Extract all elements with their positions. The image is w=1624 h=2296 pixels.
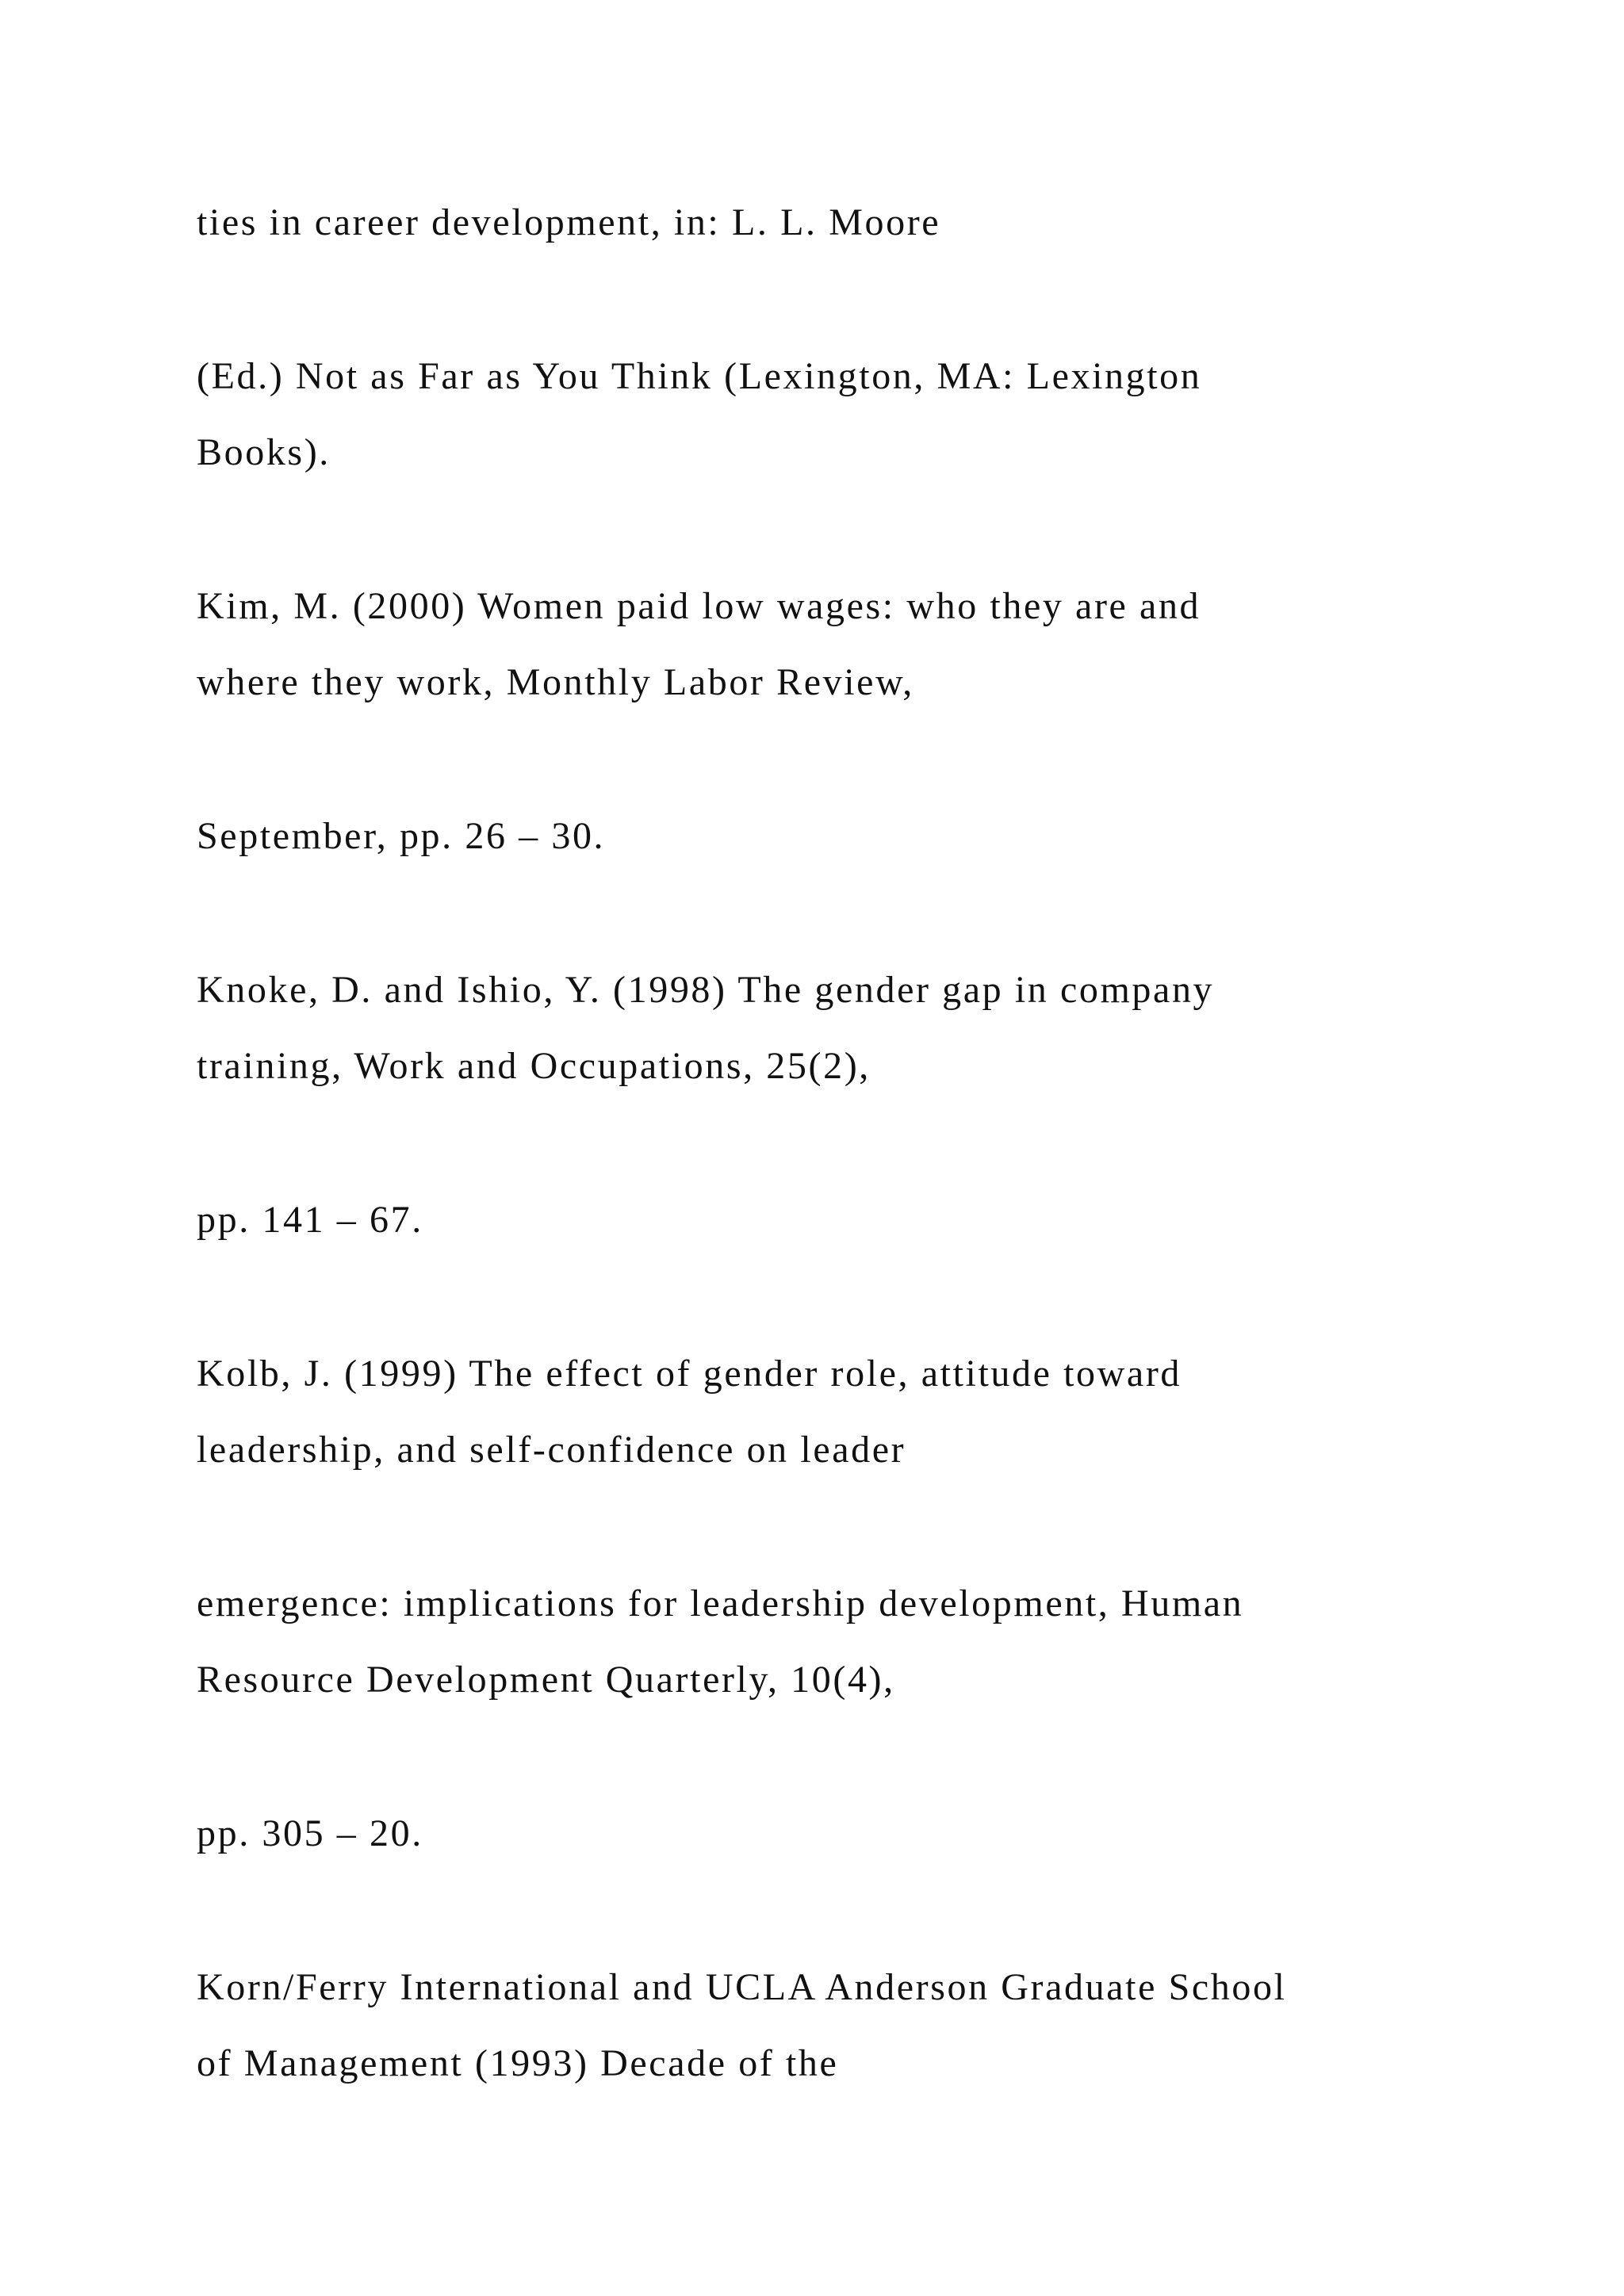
- reference-line: training, Work and Occupations, 25(2),: [197, 1045, 871, 1087]
- reference-line: pp. 305 – 20.: [197, 1812, 423, 1854]
- reference-line: pp. 141 – 67.: [197, 1199, 423, 1241]
- reference-line: of Management (1993) Decade of the: [197, 2042, 839, 2084]
- reference-line: ties in career development, in: L. L. Moore: [197, 201, 941, 243]
- reference-line: Kim, M. (2000) Women paid low wages: who they are and: [197, 585, 1201, 627]
- reference-line: leadership, and self-confidence on leader: [197, 1429, 906, 1471]
- reference-line: Books).: [197, 431, 331, 473]
- reference-line: Resource Development Quarterly, 10(4),: [197, 1659, 895, 1701]
- reference-line: where they work, Monthly Labor Review,: [197, 661, 914, 703]
- reference-line: Knoke, D. and Ishio, Y. (1998) The gender gap in company: [197, 969, 1215, 1011]
- reference-line: September, pp. 26 – 30.: [197, 815, 606, 857]
- reference-line: (Ed.) Not as Far as You Think (Lexington, MA: Lexington: [197, 355, 1202, 397]
- reference-line: emergence: implications for leadership development, Human: [197, 1582, 1244, 1624]
- reference-line: Korn/Ferry International and UCLA Anderson Graduate School: [197, 1966, 1287, 2008]
- reference-line: Kolb, J. (1999) The effect of gender role, attitude toward: [197, 1353, 1182, 1395]
